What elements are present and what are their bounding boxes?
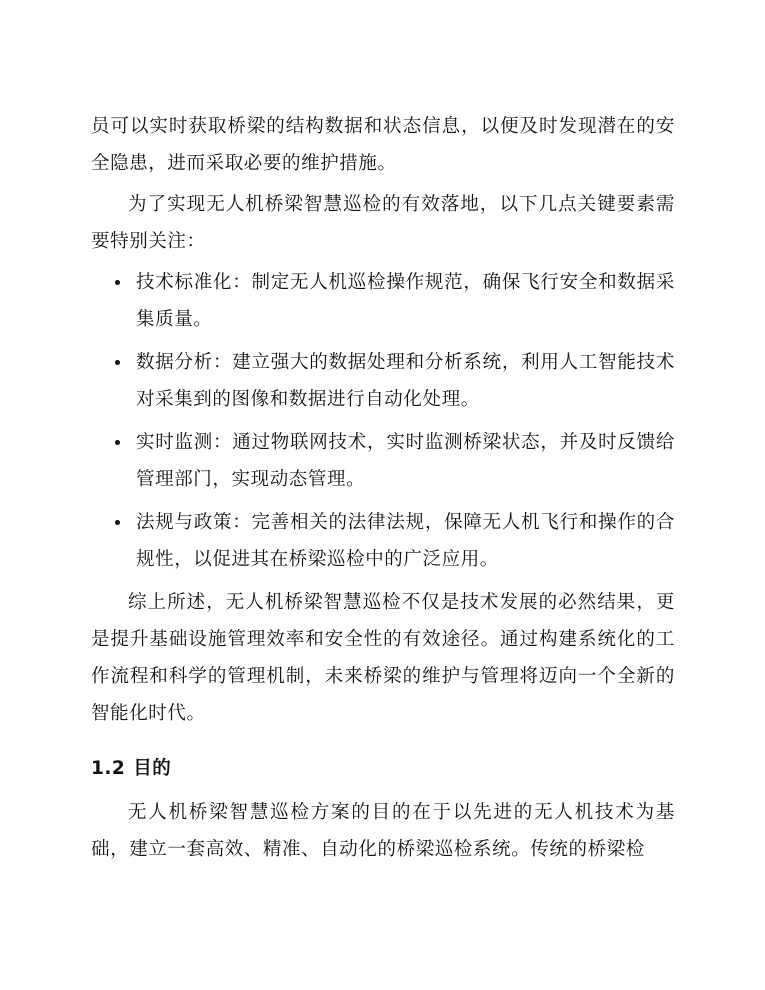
list-item [91,504,675,578]
summary-paragraph: 综上所述，无人机桥梁智慧巡检不仅是技术发展的必然结果，更是提升基础设施管理效率和安全性的有效途径。通过构建系统化的工作流程和科学的管理机制，未来桥梁的维护与管理将迈向一个全新的智能化时代。 [91,592,675,724]
intro-continuation-paragraph: 员可以实时获取桥梁的结构数据和状态信息，以便及时发现潜在的安全隐患，进而采取必要的维护措施。 [91,116,675,174]
bullet-icon [115,440,120,445]
list-item-text: 法规与政策：完善相关的法律法规，保障无人机飞行和操作的合规性，以促进其在桥梁巡检中的广泛应用。 [136,512,675,570]
list-item-text: 数据分析：建立强大的数据处理和分析系统，利用人工智能技术对采集到的图像和数据进行自动化处理。 [136,352,675,410]
section-heading [91,754,675,784]
section-number: 1.2 [91,758,126,779]
bullet-icon [115,280,120,285]
document-body [91,108,675,868]
key-elements-list [91,264,675,578]
purpose-paragraph: 无人机桥梁智慧巡检方案的目的在于以先进的无人机技术为基础，建立一套高效、精准、自动化的桥梁巡检系统。传统的桥梁检 [91,802,675,860]
bullet-icon [115,360,120,365]
key-elements-intro-paragraph: 为了实现无人机桥梁智慧巡检的有效落地，以下几点关键要素需要特别关注： [91,194,675,252]
list-item [91,344,675,418]
section-title: 目的 [133,758,172,779]
list-item [91,424,675,498]
list-item-text: 技术标准化：制定无人机巡检操作规范，确保飞行安全和数据采集质量。 [136,272,675,330]
list-item-text: 实时监测：通过物联网技术，实时监测桥梁状态，并及时反馈给管理部门，实现动态管理。 [136,432,675,490]
bullet-icon [115,520,120,525]
list-item [91,264,675,338]
